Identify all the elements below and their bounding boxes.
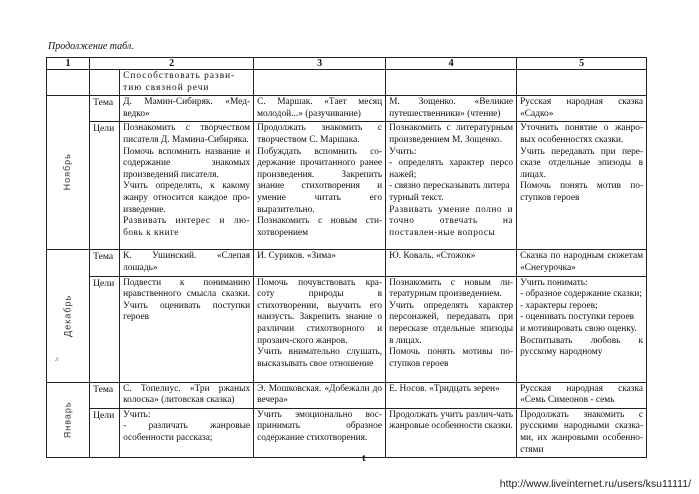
theme-cell: И. Суриков. «Зима»	[254, 250, 386, 276]
goals-cell	[386, 276, 517, 382]
header-cell: 2	[90, 58, 254, 70]
goal-line: Помочь понять мотив по-ступков героев	[520, 181, 644, 203]
goal-line: Развивать умение полно и точно отвечать на поставлен-ные вопросы	[389, 204, 514, 238]
empty-cell	[517, 70, 647, 96]
goals-cell	[517, 276, 647, 382]
table-row-december-goals	[47, 276, 647, 382]
goal-line: Учить эмоционально вос-принимать образное содержание стихотворения.	[257, 409, 383, 443]
goal-line: - оценивать поступки героев	[520, 312, 635, 323]
table-cell	[120, 70, 254, 96]
theme-cell: С. Топелиус. «Три ржаных колоска» (литовская сказка)	[120, 382, 254, 408]
goal-line: - различать жанровые особенности рассказа;	[123, 421, 251, 443]
goal-line: Продолжать знакомить с русскими народными сказка-ми, их жанровыми особенно-стями	[520, 409, 644, 455]
month-cell-november	[47, 96, 90, 250]
table-caption: Продолжение табл.	[48, 41, 134, 52]
goal-line: Познакомить с новым сти-хотворением	[257, 216, 383, 238]
table-row-november-theme	[47, 96, 647, 122]
goal-line: Учить понимать:	[520, 277, 588, 288]
page-footer-mark: t	[362, 452, 366, 464]
goal-line: Познакомить с творчеством писателя Д. Мамина-Сибиряка.	[123, 123, 251, 145]
theme-cell: Ю. Коваль. «Стожок»	[386, 250, 517, 276]
theme-cell: М. Зощенко. «Великие путешественники» (чтение)	[386, 96, 517, 122]
table-row-january-goals	[47, 408, 647, 457]
goal-line: - связно пересказывать литера	[389, 181, 510, 192]
row-label-goals: Цели	[90, 122, 120, 250]
row-label-theme: Тема	[90, 96, 120, 122]
goals-cell	[386, 408, 517, 457]
goal-line: Учить определять характер персонажей, передавать при пересказе отдельные эпизоды в лицах.	[389, 300, 514, 346]
goal-line: Помочь вспомнить название и содержание знакомых произведений писателя.	[123, 146, 251, 180]
month-label: Декабрь	[62, 294, 73, 337]
empty-cell	[386, 70, 517, 96]
table-row-december-theme	[47, 250, 647, 276]
goal-line: Уточнить понятие о жанро-вых особенностях сказки.	[520, 123, 644, 145]
theme-cell: Е. Носов. «Тридцать зерен»	[386, 382, 517, 408]
header-cell: 3	[254, 58, 386, 70]
goal-line: Развивать интерес и лю-бовь к книге	[123, 216, 251, 238]
goals-cell	[386, 122, 517, 250]
month-label: Ноябрь	[62, 153, 73, 191]
month-cell-january	[47, 382, 90, 458]
empty-cell	[90, 70, 120, 96]
goals-cell	[254, 122, 386, 250]
empty-cell	[47, 70, 90, 96]
goals-cell	[120, 408, 254, 457]
goal-line: Помочь понять мотивы по-ступков героев	[389, 347, 514, 369]
header-row	[47, 58, 647, 70]
goal-line: Продолжать учить различ-чать жанровые особенности сказки.	[389, 409, 514, 432]
theme-cell: Э. Мошковская. «Добежали до вечера»	[254, 382, 386, 408]
row-label-theme: Тема	[90, 250, 120, 276]
row-label-theme: Тема	[90, 382, 120, 408]
month-label: Январь	[62, 400, 73, 438]
header-cell: 1	[47, 58, 90, 70]
table-row-january-theme	[47, 382, 647, 408]
goal-line: Учить:	[123, 409, 151, 420]
margin-mark: л	[55, 355, 59, 363]
empty-cell	[254, 70, 386, 96]
goal-line: - образное содержание сказки;	[520, 289, 642, 300]
goal-line: Учить передавать при пере-сказе отдельные эпизоды в лицах.	[520, 146, 644, 180]
goal-line: Подвести к пониманию нравственного смысла сказки. Учить оценивать поступки героев	[123, 277, 251, 323]
goals-cell	[120, 276, 254, 382]
goal-line: и мотивировать свою оценку.	[520, 323, 637, 334]
goal-line: Учить внимательно слушать, высказывать свое отношение	[257, 347, 383, 369]
goals-cell	[120, 122, 254, 250]
theme-cell: Русская народная сказка «Садко»	[517, 96, 647, 122]
cell-text: Способствовать разви-тию связной речи	[123, 71, 236, 93]
watermark-url: http://www.liveinternet.ru/users/ksu11111/	[499, 478, 691, 490]
table-row-november-goals	[47, 122, 647, 250]
goal-line: Познакомить с литературным произведением М. Зощенко.	[389, 123, 514, 145]
goal-line: Воспитывать любовь к русскому народному	[520, 335, 644, 358]
goal-line: турный текст.	[389, 192, 444, 203]
row-label-goals: Цели	[90, 408, 120, 457]
row-label-goals: Цели	[90, 276, 120, 382]
theme-cell: Сказка по народным сюжетам «Снегурочка»	[517, 250, 647, 276]
theme-cell: Русская народная сказка «Семь Симеонов - семь	[517, 382, 647, 408]
goals-cell	[254, 276, 386, 382]
goal-line: Учить:	[389, 146, 417, 157]
goals-cell	[517, 122, 647, 250]
theme-cell: К. Ушинский. «Слепая лошадь»	[120, 250, 254, 276]
goals-cell	[517, 408, 647, 457]
goal-line: Продолжать знакомить с творчеством С. Маршака.	[257, 123, 383, 145]
theme-cell: Д. Мамин-Сибиряк. «Мед-ведко»	[120, 96, 254, 122]
goal-line: - характеры героев;	[520, 300, 598, 311]
goal-line: Помочь почувствовать кра-соту природы в стихотворении, выучить его наизусть. Закрепить знание о различии стихотворного и прозаич-ского жанров.	[257, 277, 383, 346]
goal-line: Побуждать вспомнить со-держание прочитанного ранее произведения. Закрепить знание стихотворения и умение читать его выразительно.	[257, 146, 383, 215]
header-cell: 4	[386, 58, 517, 70]
table-row	[47, 70, 647, 96]
theme-cell: С. Маршак. «Тает месяц молодой...» (разучивание)	[254, 96, 386, 122]
month-cell-december	[47, 250, 90, 382]
goal-line: - определять характер персо нажей;	[389, 158, 514, 180]
header-cell: 5	[517, 58, 647, 70]
goal-line: Учить определять, к какому жанру относится каждое про-изведение.	[123, 181, 251, 215]
curriculum-table	[46, 57, 647, 458]
goal-line: Познакомить с новым ли-тературным произведением.	[389, 277, 514, 300]
goals-cell	[254, 408, 386, 457]
